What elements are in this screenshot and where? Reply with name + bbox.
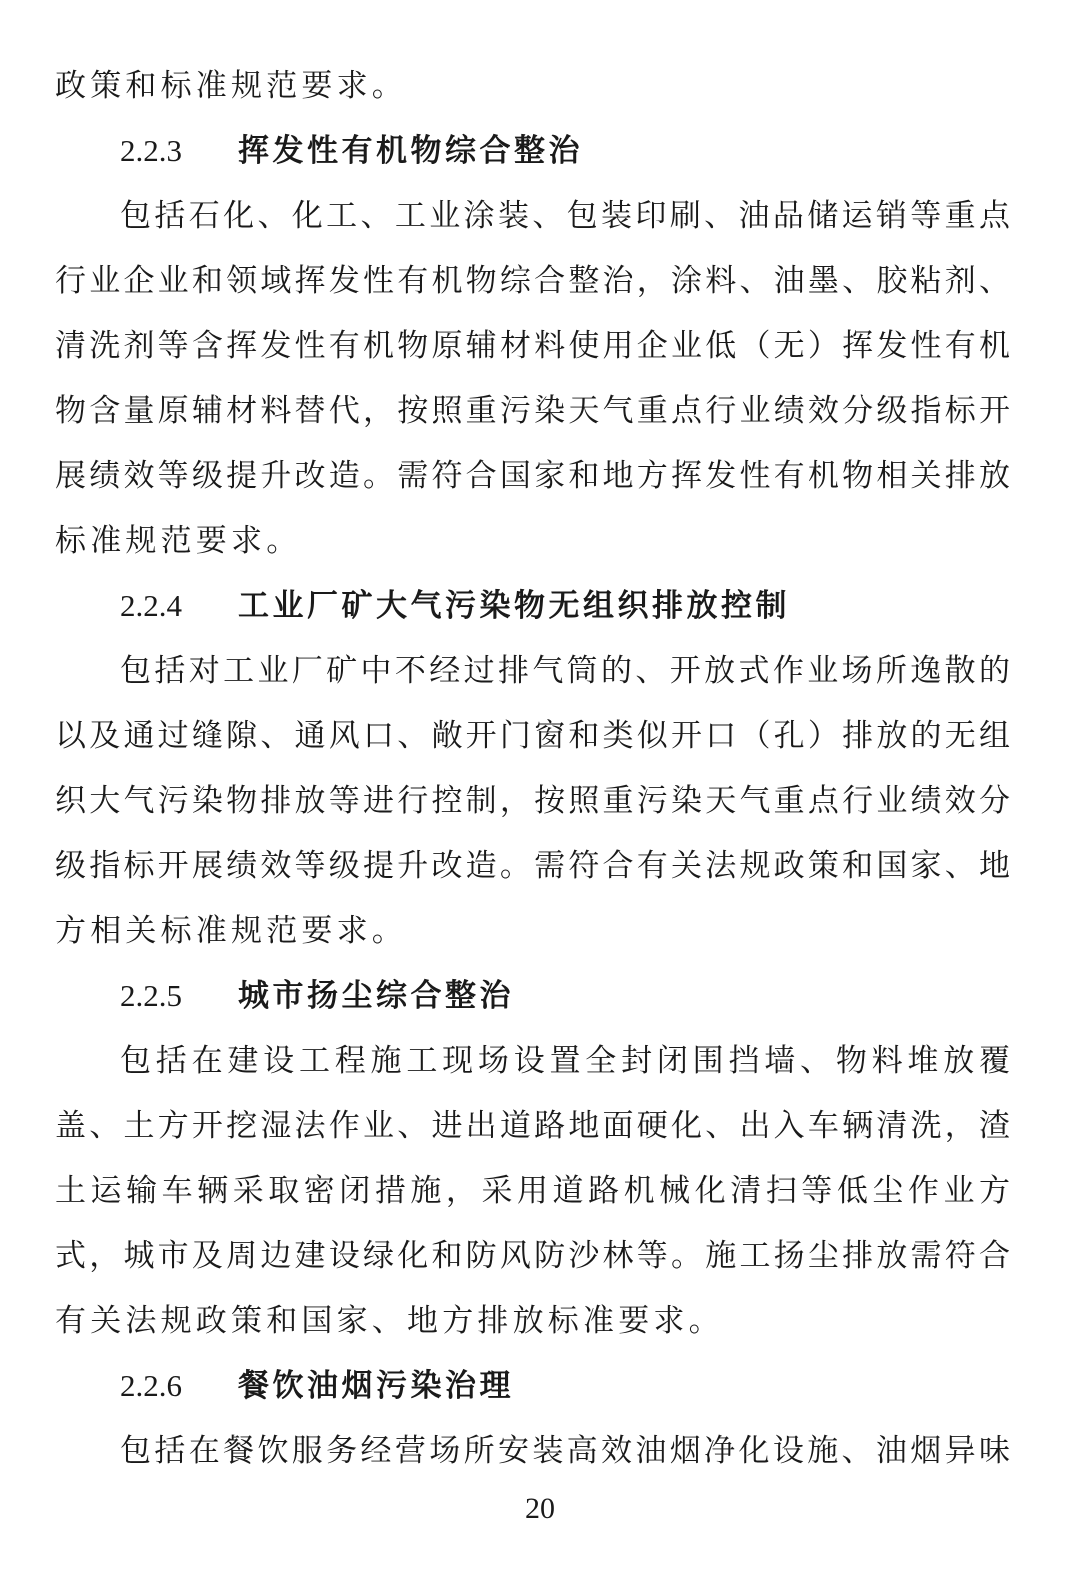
- paragraph-line: 包括对工业厂矿中不经过排气筒的、开放式作业场所逸散的: [120, 653, 1010, 689]
- paragraph-line: 包括在建设工程施工现场设置全封闭围挡墙、物料堆放覆: [120, 1043, 1010, 1079]
- paragraph-line: 级指标开展绩效等级提升改造。需符合有关法规政策和国家、地: [55, 848, 1010, 884]
- paragraph-line: 方相关标准规范要求。: [55, 913, 407, 949]
- paragraph-line: 政策和标准规范要求。: [55, 68, 407, 104]
- paragraph-line: 包括在餐饮服务经营场所安装高效油烟净化设施、油烟异味: [120, 1433, 1010, 1469]
- paragraph-line: 展绩效等级提升改造。需符合国家和地方挥发性有机物相关排放: [55, 458, 1010, 494]
- section-title: 工业厂矿大气污染物无组织排放控制: [238, 588, 790, 624]
- section-number: 2.2.4: [120, 588, 182, 623]
- section-number: 2.2.5: [120, 978, 182, 1013]
- paragraph-line: 标准规范要求。: [55, 523, 302, 559]
- section-number: 2.2.6: [120, 1368, 182, 1403]
- paragraph-line: 有关法规政策和国家、地方排放标准要求。: [55, 1303, 724, 1339]
- paragraph-line: 式，城市及周边建设绿化和防风防沙林等。施工扬尘排放需符合: [55, 1238, 1010, 1274]
- paragraph-line: 以及通过缝隙、通风口、敞开门窗和类似开口（孔）排放的无组: [55, 718, 1010, 754]
- paragraph-line: 行业企业和领域挥发性有机物综合整治，涂料、油墨、胶粘剂、: [55, 263, 1010, 299]
- paragraph-line: 清洗剂等含挥发性有机物原辅材料使用企业低（无）挥发性有机: [55, 328, 1010, 364]
- section-title: 餐饮油烟污染治理: [238, 1368, 514, 1404]
- page-number: 20: [525, 1492, 555, 1525]
- paragraph-line: 包括石化、化工、工业涂装、包装印刷、油品储运销等重点: [120, 198, 1010, 234]
- section-title: 挥发性有机物综合整治: [238, 133, 583, 169]
- paragraph-line: 土运输车辆采取密闭措施，采用道路机械化清扫等低尘作业方: [55, 1173, 1010, 1209]
- section-title: 城市扬尘综合整治: [238, 978, 514, 1014]
- paragraph-line: 物含量原辅材料替代，按照重污染天气重点行业绩效分级指标开: [55, 393, 1010, 429]
- section-number: 2.2.3: [120, 133, 182, 168]
- paragraph-line: 盖、土方开挖湿法作业、进出道路地面硬化、出入车辆清洗，渣: [55, 1108, 1010, 1144]
- paragraph-line: 织大气污染物排放等进行控制，按照重污染天气重点行业绩效分: [55, 783, 1010, 819]
